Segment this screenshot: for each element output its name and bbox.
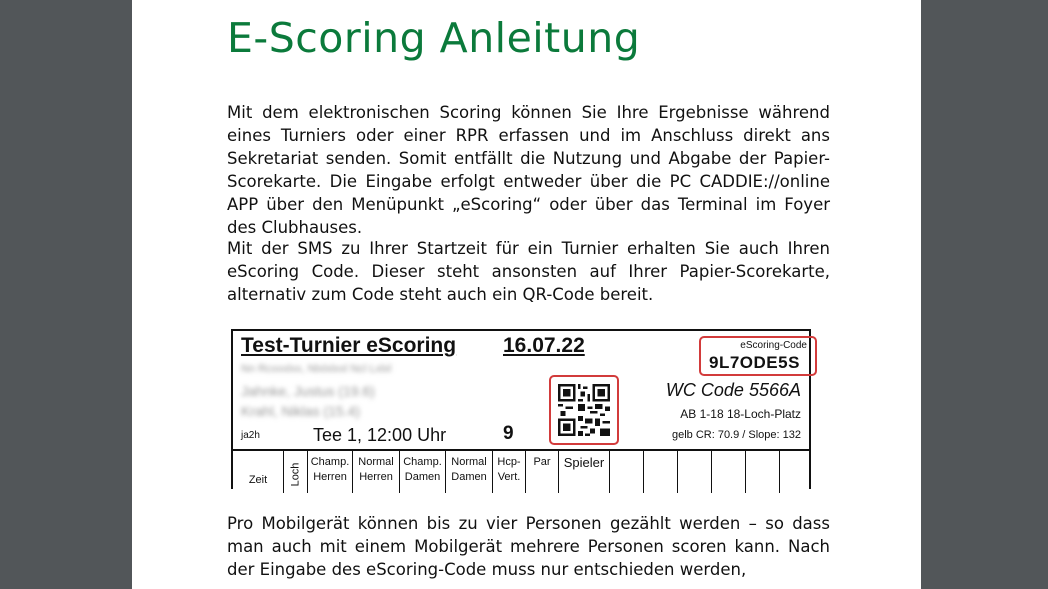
course-name: AB 1-18 18-Loch-Platz bbox=[680, 407, 801, 421]
column-label: Herren bbox=[313, 471, 347, 483]
column-spieler bbox=[558, 451, 609, 493]
column-empty bbox=[745, 451, 779, 493]
qr-code-highlight bbox=[549, 375, 619, 445]
paragraph-mobile: Pro Mobilgerät können bis zu vier Personen gezählt werden – so dass man auch mit einem Mobilgerät mehrere Personen scoren kann. Nach der Eingabe des eScoring-Code muss nur entschieden werden, bbox=[227, 514, 830, 579]
column-label: Damen bbox=[404, 471, 441, 483]
column-empty bbox=[643, 451, 677, 493]
column-hcp-vert bbox=[492, 451, 525, 493]
column-empty bbox=[711, 451, 745, 493]
column-champ-damen bbox=[399, 451, 445, 493]
scorecard-id: ja2h bbox=[241, 430, 260, 441]
scorecard-image bbox=[231, 329, 811, 489]
column-label: Loch bbox=[289, 462, 302, 487]
column-champ-herren bbox=[307, 451, 352, 493]
column-label: Herren bbox=[359, 471, 393, 483]
column-normal-damen bbox=[445, 451, 492, 493]
column-normal-herren bbox=[352, 451, 399, 493]
column-label: Vert. bbox=[497, 471, 521, 483]
document-title: E-Scoring Anleitung bbox=[227, 14, 641, 62]
column-label: Par bbox=[533, 456, 551, 468]
column-empty bbox=[677, 451, 711, 493]
blurred-line: Nn Rcxxxlxx, Nlxlxlxxl Ncl Lxlxl bbox=[241, 363, 392, 375]
scorecard-table-header bbox=[233, 449, 809, 493]
scorecard-date: 16.07.22 bbox=[503, 334, 585, 357]
column-loch bbox=[283, 451, 307, 493]
paragraph-sms: Mit der SMS zu Ihrer Startzeit für ein Turnier erhalten Sie auch Ihren eScoring Code. Dieser steht ansonsten auf Ihrer Papier-Scorekarte, alternativ zum Code steht auch ein QR-Code bereit. bbox=[227, 239, 830, 304]
wc-code: WC Code 5566A bbox=[665, 380, 801, 400]
column-label: Champ. bbox=[310, 456, 350, 468]
column-label: Hcp- bbox=[497, 456, 521, 468]
scorecard-title: Test-Turnier eScoring bbox=[241, 334, 457, 357]
column-empty bbox=[609, 451, 643, 493]
escoring-code-value: 9L7ODE5S bbox=[709, 353, 800, 372]
column-empty bbox=[779, 451, 809, 493]
escoring-code-highlight bbox=[699, 336, 817, 376]
blurred-player-2: Krahl, Niklas (15.4) bbox=[241, 403, 361, 419]
flight-number: 9 bbox=[503, 423, 514, 444]
paragraph-intro: Mit dem elektronischen Scoring können Sie Ihre Ergebnisse während eines Turniers oder einer RPR erfassen und im Anschluss direkt ans Sekretariat senden. Somit entfällt die Nutzung und Abgabe der Papier-Scorekarte. Die Eingabe erfolgt entweder über die PC CADDIE://online APP über den Menüpunkt „eScoring“ oder über das Terminal im Foyer des Clubhauses. bbox=[227, 103, 830, 237]
column-label: Champ. bbox=[403, 456, 442, 468]
document-page bbox=[132, 0, 921, 589]
blurred-player-1: Jahnke, Justus (19.6) bbox=[241, 383, 375, 399]
column-label: Damen bbox=[451, 471, 487, 483]
column-par bbox=[525, 451, 558, 493]
column-label: Zeit bbox=[248, 474, 268, 486]
column-zeit bbox=[233, 451, 283, 493]
tee-time: Tee 1, 12:00 Uhr bbox=[313, 425, 447, 445]
column-label: Normal bbox=[358, 456, 394, 468]
qr-code-icon bbox=[558, 384, 610, 436]
course-rating: gelb CR: 70.9 / Slope: 132 bbox=[671, 429, 801, 441]
column-label: Spieler bbox=[563, 455, 605, 470]
column-label: Normal bbox=[451, 456, 487, 468]
escoring-code-label: eScoring-Code bbox=[740, 340, 807, 351]
